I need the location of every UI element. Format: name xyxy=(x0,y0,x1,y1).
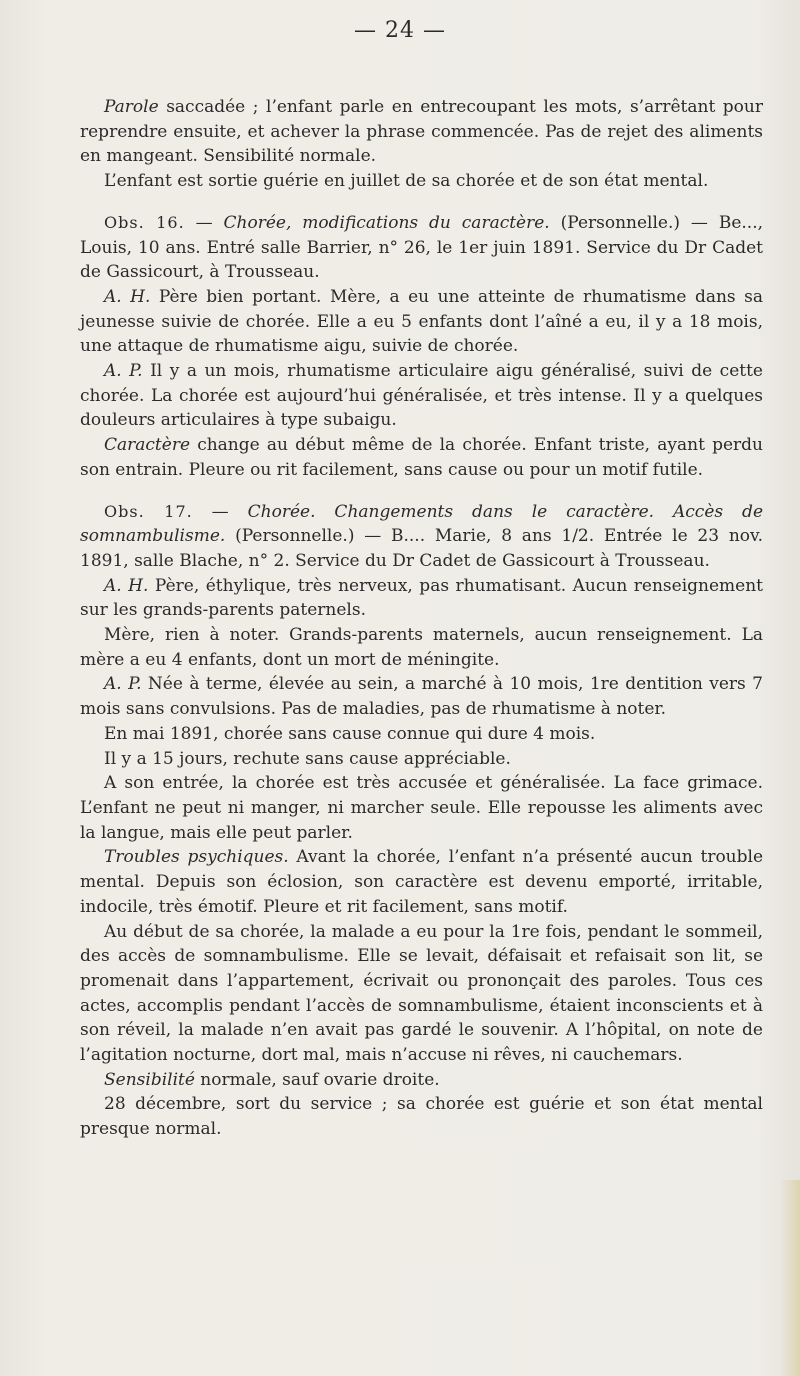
paragraph-ah-17 xyxy=(80,574,763,623)
page-edge-stain xyxy=(780,1180,800,1376)
paragraph-text: — xyxy=(184,212,224,233)
paragraph-caractere xyxy=(80,433,763,482)
paragraph-text: (Personnelle.) — Be..., Louis, 10 ans. Entré salle Barrier, n° 26, le 1er juin 1891. Service du Dr Cadet de Gassicourt, à Trousseau. xyxy=(80,212,764,283)
paragraph-text: normale, sauf ovarie droite. xyxy=(194,1069,440,1090)
paragraph-text: En mai 1891, chorée sans cause connue qui dure 4 mois. xyxy=(104,723,596,744)
paragraph-mere xyxy=(80,623,763,672)
paragraph-entree xyxy=(80,771,763,845)
observation-17-heading xyxy=(80,500,763,574)
paragraph-text: Avant la chorée, l’enfant n’a présenté aucun trouble mental. Depuis son éclosion, son caractère est devenu emporté, irritable, indocile, très émotif. Pleure et rit facilement, sans motif. xyxy=(80,847,764,917)
italic-term: A. H. xyxy=(104,286,151,307)
paragraph-ah-16 xyxy=(80,285,763,359)
paragraph-text: L’enfant est sortie guérie en juillet de sa chorée et de son état mental. xyxy=(104,171,709,192)
paragraph-text: Née à terme, élevée au sein, a marché à 10 mois, 1re dentition vers 7 mois sans convulsions. Pas de maladies, pas de rhumatisme à noter. xyxy=(80,674,764,720)
italic-term: Troubles psychiques. xyxy=(104,847,289,868)
paragraph-ap-16 xyxy=(80,359,763,433)
italic-term: Parole xyxy=(104,97,159,117)
paragraph-somnambulisme xyxy=(80,920,763,1068)
italic-term: Sensibilité xyxy=(104,1069,195,1090)
paragraph-text: Père bien portant. Mère, a eu une atteinte de rhumatisme dans sa jeunesse suivie de chorée. Elle a eu 5 enfants dont l’aîné a eu, il y a 18 mois, une attaque de rhumatisme aigu, suivie de chorée. xyxy=(80,286,763,357)
page-number: — 24 — xyxy=(354,18,446,43)
italic-term: A. P. xyxy=(104,361,143,382)
paragraph-text: change au début même de la chorée. Enfant triste, ayant perdu son entrain. Pleure ou rit facilement, sans cause ou pour un motif futile. xyxy=(80,435,763,480)
paragraph-text: Mère, rien à noter. Grands-parents maternels, aucun renseignement. La mère a eu 4 enfants, dont un mort de méningite. xyxy=(80,625,763,670)
paragraph-outcome-1 xyxy=(80,169,763,194)
paragraph-text: Il y a un mois, rhumatisme articulaire aigu généralisé, suivi de cette chorée. La chorée est aujourd’hui généralisée, et très intense. Il y a quelques douleurs articulaires à type subaigu. xyxy=(80,361,763,431)
observation-title: Chorée. Changements dans le caractère. Accès de somnambulisme. xyxy=(80,501,764,547)
paragraph-text: Père, éthylique, très nerveux, pas rhumatisant. Aucun renseignement sur les grands-parents paternels. xyxy=(80,575,763,621)
paragraph-text: A son entrée, la chorée est très accusée et généralisée. La face grimace. L’enfant ne peut ni manger, ni marcher seule. Elle repousse les aliments avec la langue, mais elle peut parler. xyxy=(80,773,763,843)
paragraph-parole xyxy=(80,95,763,169)
page-body-text xyxy=(80,95,763,1142)
paragraph-mai xyxy=(80,722,763,747)
observation-16-heading xyxy=(80,211,763,285)
paragraph-text: 28 décembre, sort du service ; sa chorée est guérie et son état mental presque normal. xyxy=(80,1094,763,1140)
italic-term: Caractère xyxy=(104,435,191,456)
paragraph-sortie xyxy=(80,1092,763,1141)
paragraph-text: — xyxy=(192,501,248,522)
observation-number: Obs. 16. xyxy=(104,212,185,232)
paragraph-text: Il y a 15 jours, rechute sans cause appréciable. xyxy=(104,748,511,769)
paragraph-sensibilite xyxy=(80,1068,763,1093)
observation-number: Obs. 17. xyxy=(104,501,193,521)
paragraph-text: (Personnelle.) — B.... Marie, 8 ans 1/2. Entrée le 23 nov. 1891, salle Blache, n° 2. Service du Dr Cadet de Gassicourt à Trousseau. xyxy=(80,526,763,571)
paragraph-text: Au début de sa chorée, la malade a eu pour la 1re fois, pendant le sommeil, des accès de somnambulisme. Elle se levait, défaisait et refaisait son lit, se promenait dans l’appartement, écrivait ou prononçait des paroles. Tous ces actes, accomplis pendant l’accès de somnambulisme, étaient inconscients et à son réveil, la malade n’en avait pas gardé le souvenir. A l’hôpital, on note de l’agitation nocturne, dort mal, mais n’accuse ni rêves, ni cauchemars. xyxy=(80,921,763,1066)
paragraph-ap-17 xyxy=(80,672,763,721)
italic-term: A. H. xyxy=(104,575,149,596)
paragraph-text: saccadée ; l’enfant parle en entrecoupant les mots, s’arrêtant pour reprendre ensuite, et achever la phrase commencée. Pas de rejet des aliments en mangeant. Sensibilité normale. xyxy=(80,97,763,167)
observation-title: Chorée, modifications du caractère. xyxy=(223,212,550,233)
paragraph-troubles xyxy=(80,845,763,919)
paragraph-rechute xyxy=(80,747,763,772)
italic-term: A. P. xyxy=(104,674,142,695)
